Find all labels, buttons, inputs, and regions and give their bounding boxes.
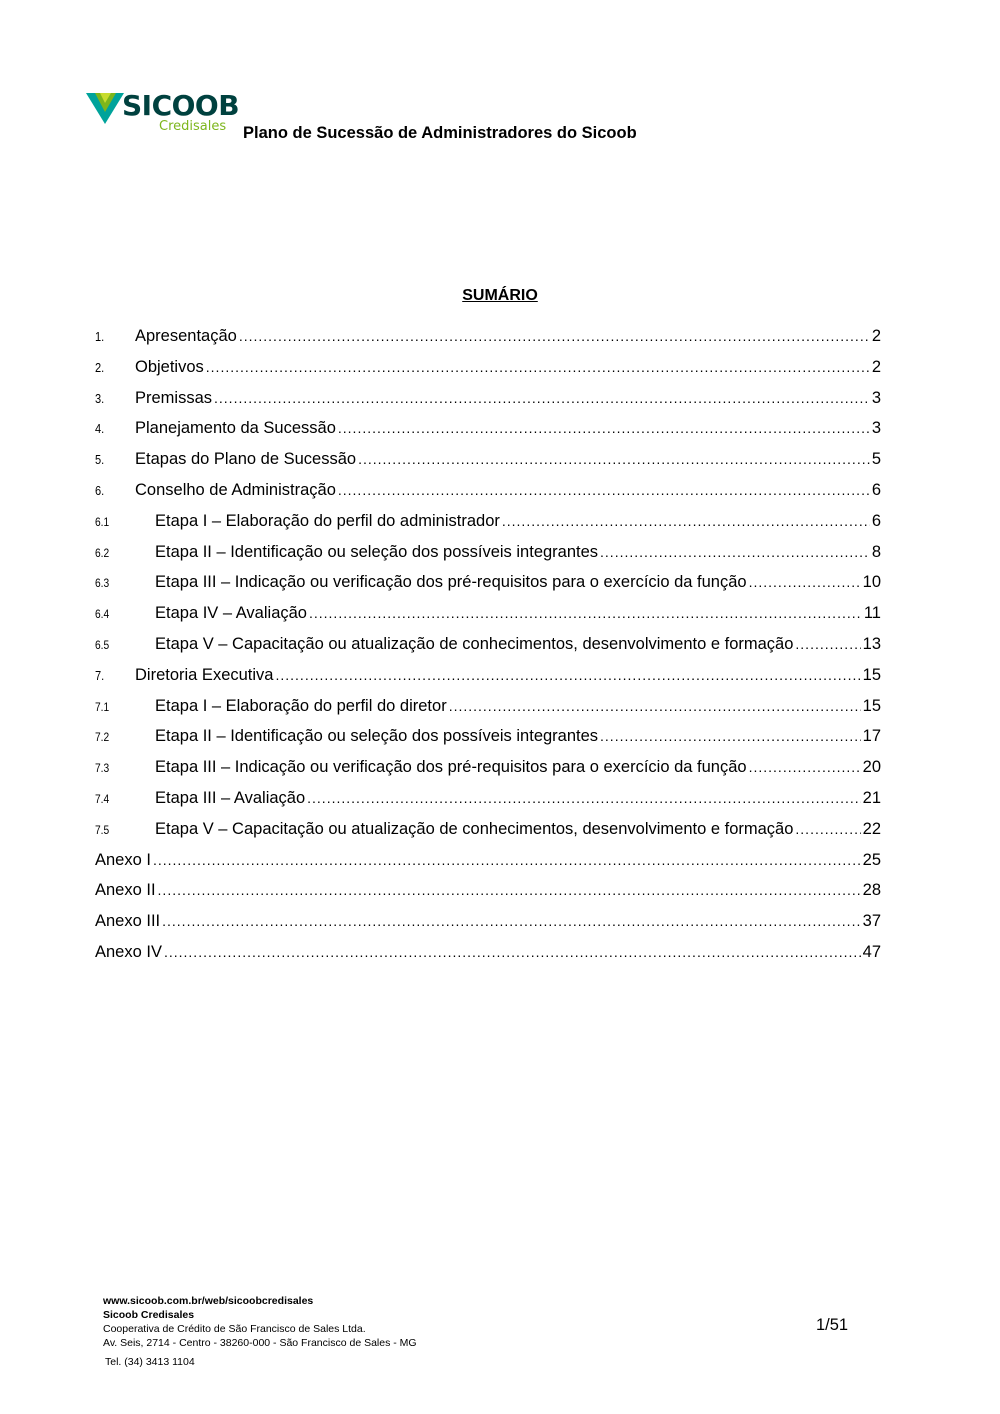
- toc-dot-leader: [749, 571, 861, 593]
- toc-entry-number: 7.5: [95, 822, 110, 837]
- toc-entry-page: 15: [862, 696, 881, 715]
- toc-entry[interactable]: [95, 633, 881, 664]
- toc-entry-label: Etapa II – Identificação ou seleção dos possíveis integrantes: [155, 542, 599, 561]
- document-title: Plano de Sucessão de Administradores do Sicoob: [243, 124, 637, 142]
- toc-dot-leader: [338, 479, 870, 501]
- toc-entry[interactable]: [95, 387, 881, 418]
- toc-entry-page: 8: [871, 542, 881, 561]
- toc-dot-leader: [158, 879, 861, 901]
- summary-title: SUMÁRIO: [462, 287, 538, 304]
- toc-entry-page: 6: [871, 511, 881, 530]
- toc-entry-number: 7.1: [95, 699, 110, 714]
- toc-entry-label: Apresentação: [135, 327, 237, 345]
- toc-entry-label: Etapa I – Elaboração do perfil do diretor: [155, 696, 447, 715]
- toc-entry-number: 6.2: [95, 545, 110, 560]
- toc-entry-page: 17: [862, 727, 881, 746]
- toc-entry-label: Etapa III – Indicação ou verificação dos pré-requisitos para o exercício da função: [155, 573, 747, 592]
- toc-dot-leader: [214, 387, 870, 409]
- toc-entry-page: 37: [862, 912, 881, 931]
- toc-entry-page: 3: [871, 419, 881, 438]
- toc-entry[interactable]: [95, 479, 881, 510]
- toc-entry-label: Premissas: [135, 388, 213, 407]
- toc-entry-page: 13: [862, 634, 881, 653]
- toc-entry-label: Etapa III – Indicação ou verificação dos pré-requisitos para o exercício da função: [155, 758, 747, 777]
- toc-entry-label: Planejamento da Sucessão: [135, 419, 336, 438]
- toc-dot-leader: [338, 417, 870, 439]
- toc-entry-label: Anexo III: [95, 912, 161, 931]
- toc-entry[interactable]: [95, 417, 881, 448]
- toc-entry[interactable]: [95, 725, 881, 756]
- toc-entry-label: Objetivos: [135, 357, 204, 376]
- toc-entry-number: 4.: [95, 421, 105, 437]
- logo-subtext: Credisales: [159, 119, 227, 134]
- toc-entry-label: Etapa V – Capacitação ou atualização de conhecimentos, desenvolvimento e formação: [155, 819, 794, 838]
- toc-entry[interactable]: [95, 602, 881, 633]
- toc-entry[interactable]: [95, 664, 881, 695]
- footer: [103, 1294, 417, 1369]
- toc-entry[interactable]: [95, 879, 881, 910]
- toc-entry-number: 7.4: [95, 791, 110, 806]
- logo-wordmark: SICOOB: [122, 89, 240, 122]
- toc-entry-number: 7.: [95, 667, 105, 683]
- toc-entry[interactable]: [95, 849, 881, 880]
- toc-dot-leader: [449, 695, 861, 717]
- toc-dot-leader: [309, 602, 862, 624]
- toc-entry-page: 21: [862, 788, 881, 807]
- toc-entry-page: 28: [862, 881, 881, 900]
- toc-entry-page: 5: [871, 450, 881, 469]
- toc-entry-page: 10: [862, 573, 881, 592]
- toc-dot-leader: [153, 849, 861, 871]
- toc-entry[interactable]: [95, 571, 881, 602]
- toc-entry-number: 2.: [95, 359, 105, 375]
- toc-entry[interactable]: [95, 448, 881, 479]
- toc-entry[interactable]: [95, 941, 881, 972]
- sicoob-logo: [86, 89, 240, 138]
- toc-entry-page: 15: [862, 665, 881, 684]
- toc-entry-label: Diretoria Executiva: [135, 665, 274, 684]
- toc-dot-leader: [600, 725, 861, 747]
- toc-entry-page: 22: [862, 819, 881, 838]
- toc-entry-number: 7.3: [95, 761, 110, 776]
- toc-entry-label: Anexo IV: [95, 942, 162, 961]
- toc-dot-leader: [206, 356, 870, 378]
- toc-entry-number: 6.: [95, 482, 105, 498]
- toc-entry-number: 3.: [95, 390, 105, 406]
- toc-dot-leader: [795, 818, 860, 840]
- sicoob-logo-icon: [86, 90, 126, 126]
- toc-dot-leader: [358, 448, 870, 470]
- toc-dot-leader: [749, 756, 861, 778]
- toc-entry-label: Etapas do Plano de Sucessão: [135, 450, 357, 469]
- page-indicator: 1/51: [816, 1316, 849, 1334]
- toc-dot-leader: [502, 510, 870, 532]
- toc-entry-page: 2: [871, 327, 881, 345]
- toc-entry-page: 3: [871, 388, 881, 407]
- toc-entry[interactable]: [95, 325, 881, 356]
- toc-dot-leader: [795, 633, 860, 655]
- toc-entry[interactable]: [95, 818, 881, 849]
- toc-entry-number: 7.2: [95, 730, 110, 745]
- toc-entry-number: 6.1: [95, 514, 110, 529]
- table-of-contents: [95, 325, 881, 972]
- toc-entry-number: 1.: [95, 329, 105, 344]
- toc-entry-number: 6.5: [95, 637, 110, 652]
- toc-entry-page: 20: [862, 758, 881, 777]
- toc-dot-leader: [162, 910, 861, 932]
- toc-dot-leader: [164, 941, 861, 963]
- toc-entry[interactable]: [95, 541, 881, 572]
- footer-address: Av. Seis, 2714 - Centro - 38260-000 - São Francisco de Sales - MG: [103, 1337, 417, 1349]
- toc-entry-label: Etapa I – Elaboração do perfil do administrador: [155, 511, 500, 530]
- toc-entry[interactable]: [95, 510, 881, 541]
- toc-entry-page: 6: [871, 480, 881, 499]
- toc-dot-leader: [600, 541, 870, 563]
- toc-entry[interactable]: [95, 787, 881, 818]
- footer-cooperative: Cooperativa de Crédito de São Francisco de Sales Ltda.: [103, 1323, 366, 1335]
- toc-dot-leader: [239, 325, 870, 347]
- toc-entry-number: 6.4: [95, 607, 110, 622]
- toc-entry-page: 47: [862, 942, 881, 961]
- toc-entry[interactable]: [95, 356, 881, 387]
- toc-dot-leader: [307, 787, 861, 809]
- toc-entry-page: 25: [862, 850, 881, 869]
- toc-entry-label: Etapa V – Capacitação ou atualização de conhecimentos, desenvolvimento e formação: [155, 634, 794, 653]
- toc-entry-number: 5.: [95, 452, 105, 468]
- toc-entry-label: Etapa III – Avaliação: [155, 788, 306, 807]
- toc-dot-leader: [275, 664, 860, 686]
- toc-entry-label: Conselho de Administração: [135, 480, 336, 499]
- toc-entry-label: Etapa II – Identificação ou seleção dos possíveis integrantes: [155, 727, 599, 746]
- toc-entry[interactable]: [95, 910, 881, 941]
- toc-entry-label: Etapa IV – Avaliação: [155, 604, 307, 623]
- toc-entry-page: 11: [863, 604, 881, 623]
- toc-entry-label: Anexo II: [95, 881, 156, 900]
- toc-entry[interactable]: [95, 756, 881, 787]
- footer-company: Sicoob Credisales: [103, 1309, 195, 1321]
- toc-entry-number: 6.3: [95, 576, 110, 591]
- toc-entry-label: Anexo I: [95, 850, 151, 869]
- footer-phone: Tel. (34) 3413 1104: [105, 1356, 195, 1368]
- toc-entry[interactable]: [95, 695, 881, 726]
- toc-entry-page: 2: [871, 357, 881, 376]
- footer-website[interactable]: www.sicoob.com.br/web/sicoobcredisales: [103, 1295, 314, 1307]
